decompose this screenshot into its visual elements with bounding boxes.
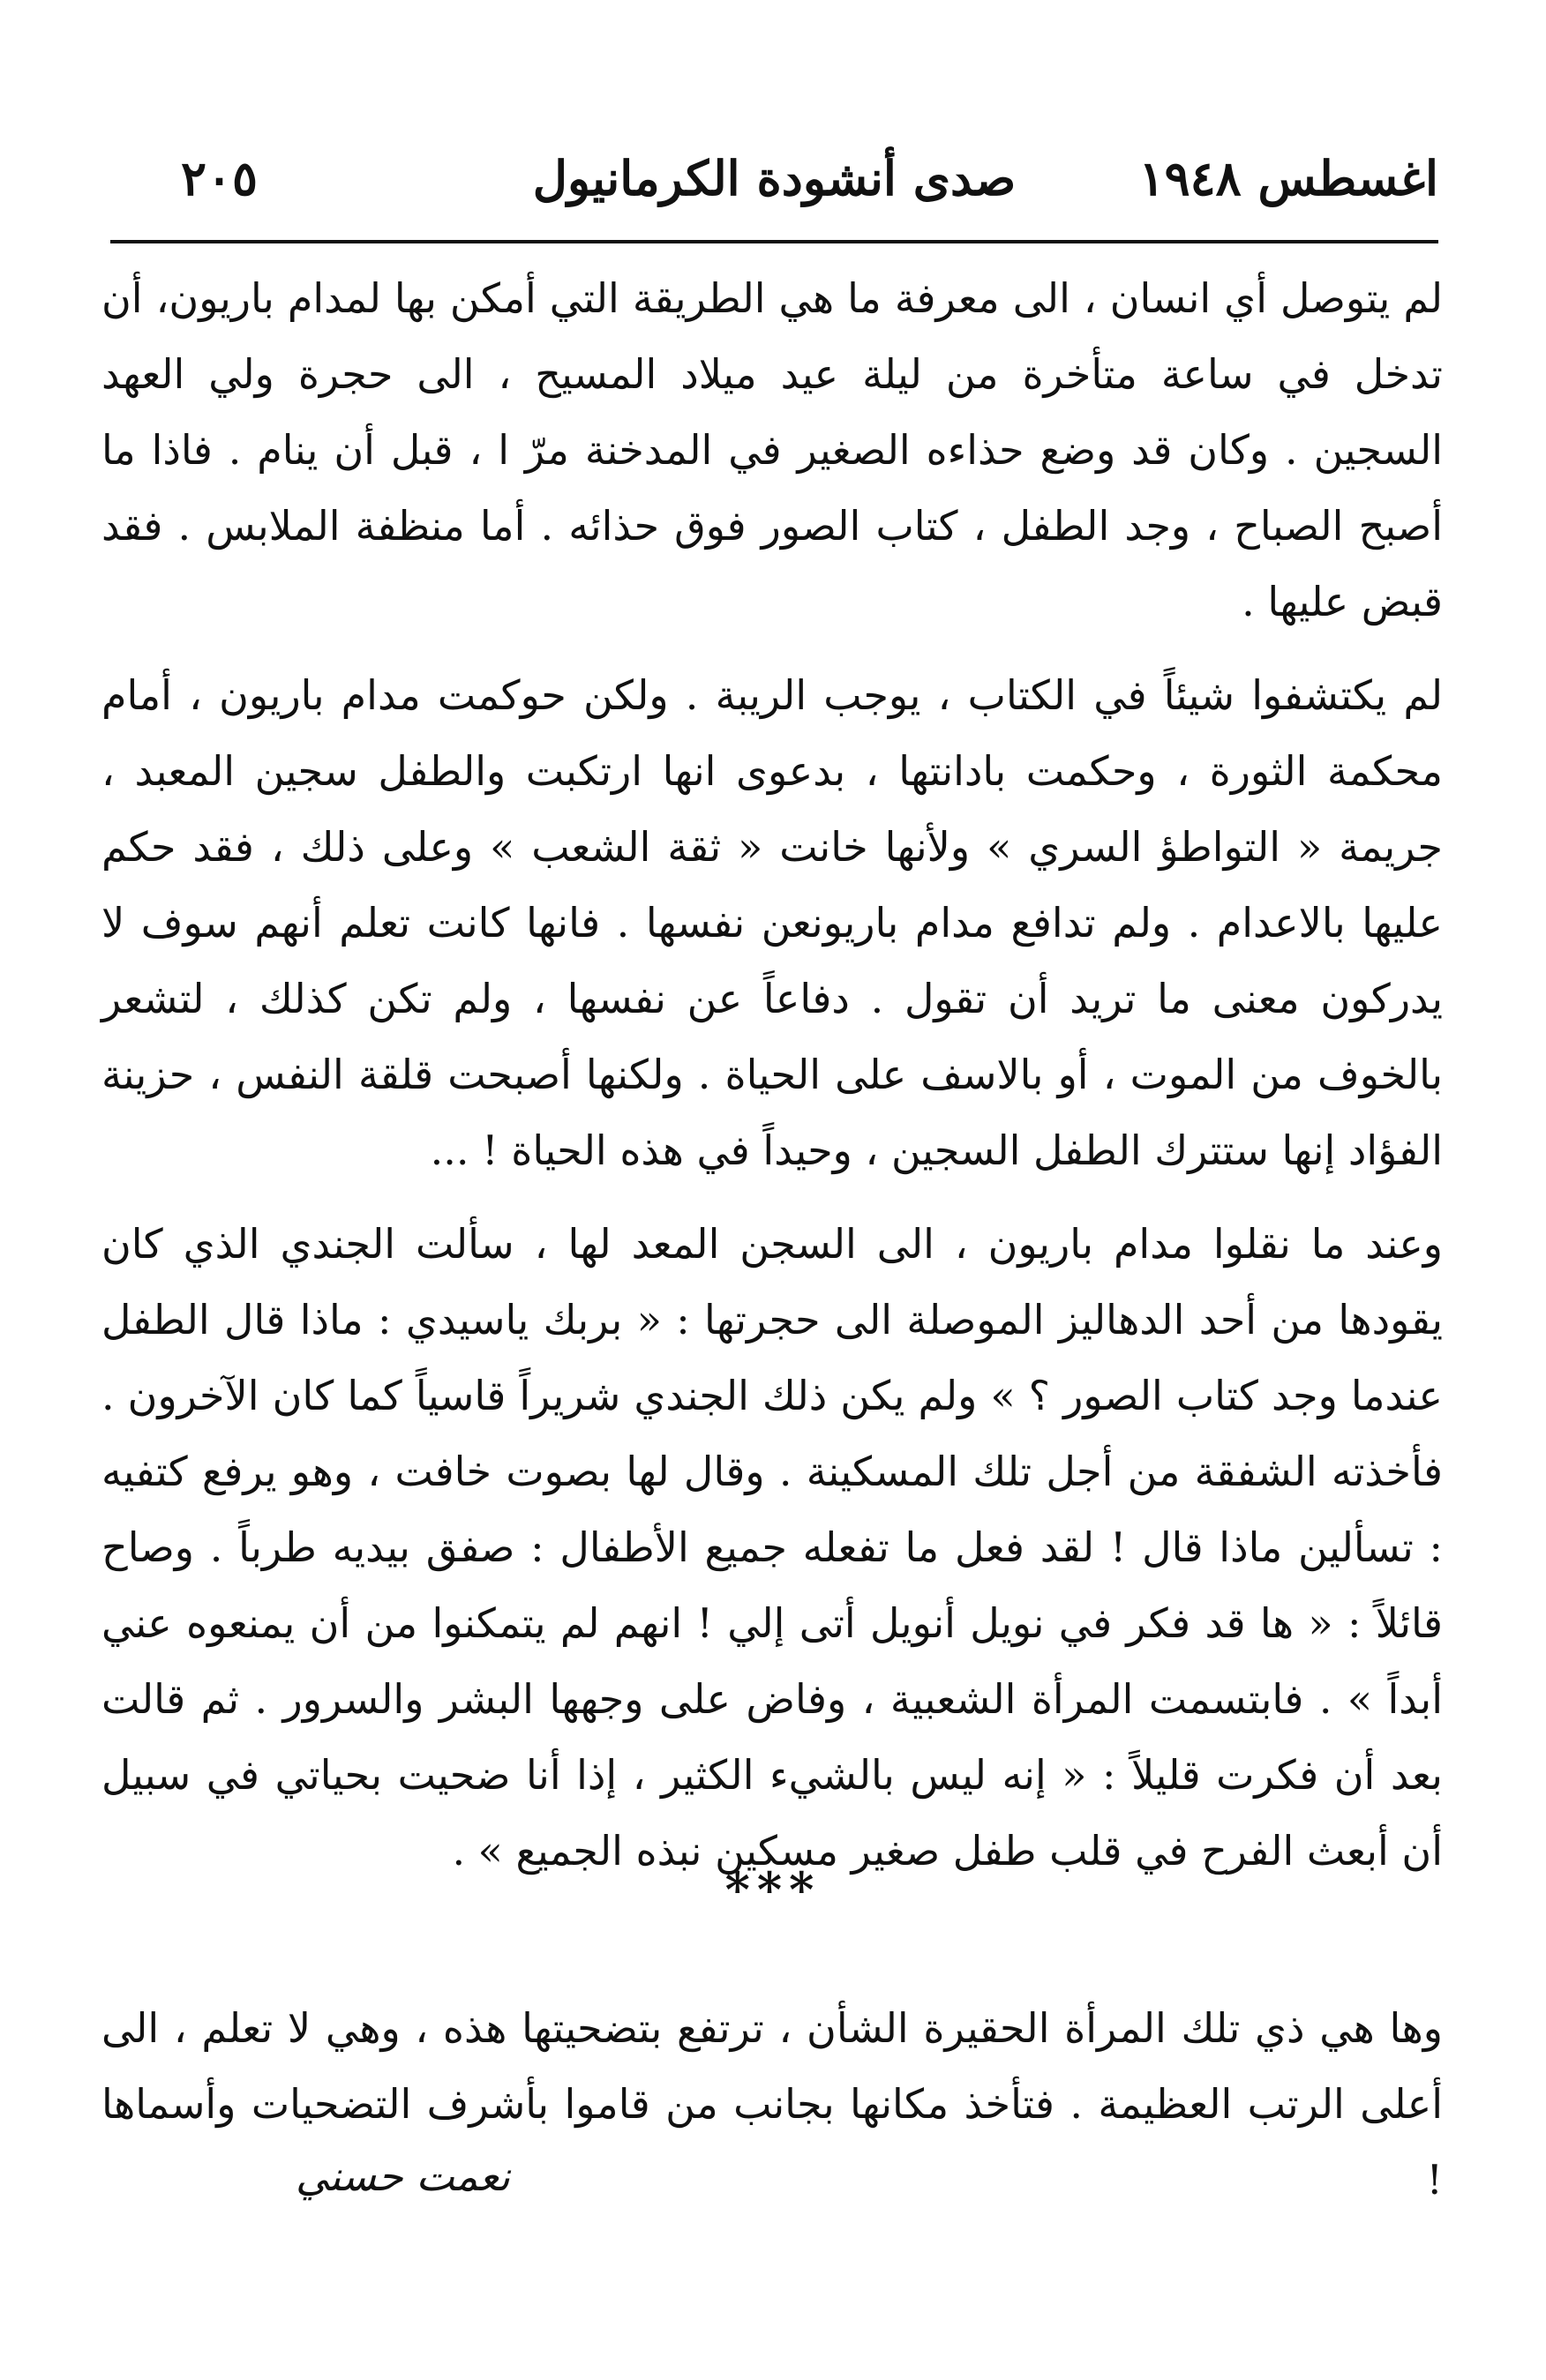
page-number: ٢٠٥ xyxy=(181,150,259,206)
author-signature: نعمت حسني xyxy=(296,2152,511,2200)
closing-paragraph: وها هي ذي تلك المرأة الحقيرة الشأن ، ترتفع بتضحيتها هذه ، وهي لا تعلم ، الى أعلى الرتب العظيمة . فتأخذ مكانها بجانب من قاموا بأشرف التضحيات وأسماها ! xyxy=(101,2004,1443,2204)
section-separator: *** xyxy=(724,1861,822,1918)
paragraph-3: وعند ما نقلوا مدام باريون ، الى السجن المعد لها ، سألت الجندي الذي كان يقودها من أحد الدهاليز الموصلة الى حجرتها : « بربك ياسيدي : ماذا قال الطفل عندما وجد كتاب الصور ؟ » ولم يكن ذلك الجندي شريراً قاسياً كما كان الآخرون . فأخذته الشفقة من أجل تلك المسكينة . وقال لها بصوت خافت ، وهو يرفع كتفيه : تسألين ماذا قال ! لقد فعل ما تفعله جميع الأطفال : صفق بيديه طرباً . وصاح قائلاً : « ها قد فكر في نويل أنويل أتى إلي ! انهم لم يتمكنوا من أن يمنعوه عني أبداً » . فابتسمت المرأة الشعبية ، وفاض على وجهها البشر والسرور . ثم قالت بعد أن فكرت قليلاً : « إنه ليس بالشيء الكثير ، إذا أنا ضحيت بحياتي في سبيل أن أبعث الفرح في قلب طفل صغير مسكين نبذه الجميع » . xyxy=(101,1220,1443,1875)
issue-date: اغسطس ١٩٤٨ xyxy=(1138,150,1438,206)
running-title: صدى أنشودة الكرمانيول xyxy=(532,150,1017,206)
header-rule xyxy=(110,240,1438,243)
page-header xyxy=(110,132,1438,238)
paragraph-1: لم يتوصل أي انسان ، الى معرفة ما هي الطريقة التي أمكن بها لمدام باريون، أن تدخل في ساعة متأخرة من ليلة عيد ميلاد المسيح ، الى حجرة ولي العهد السجين . وكان قد وضع حذاءه الصغير في المدخنة مرّ ا ، قبل أن ينام . فاذا ما أصبح الصباح ، وجد الطفل ، كتاب الصور فوق حذائه . أما منظفة الملابس . فقد قبض عليها . xyxy=(101,274,1443,625)
article-body xyxy=(101,260,1443,1906)
paragraph-2: لم يكتشفوا شيئاً في الكتاب ، يوجب الريبة . ولكن حوكمت مدام باريون ، أمام محكمة الثورة ، وحكمت بادانتها ، بدعوى انها ارتكبت والطفل سجين المعبد ، جريمة « التواطؤ السري » ولأنها خانت « ثقة الشعب » وعلى ذلك ، فقد حكم عليها بالاعدام . ولم تدافع مدام باريونعن نفسها . فانها كانت تعلم أنهم سوف لا يدركون معنى ما تريد أن تقول . دفاعاً عن نفسها ، ولم تكن كذلك ، لتشعر بالخوف من الموت ، أو بالاسف على الحياة . ولكنها أصبحت قلقة النفس ، حزينة الفؤاد إنها ستترك الطفل السجين ، وحيداً في هذه الحياة ! ... xyxy=(101,671,1443,1174)
